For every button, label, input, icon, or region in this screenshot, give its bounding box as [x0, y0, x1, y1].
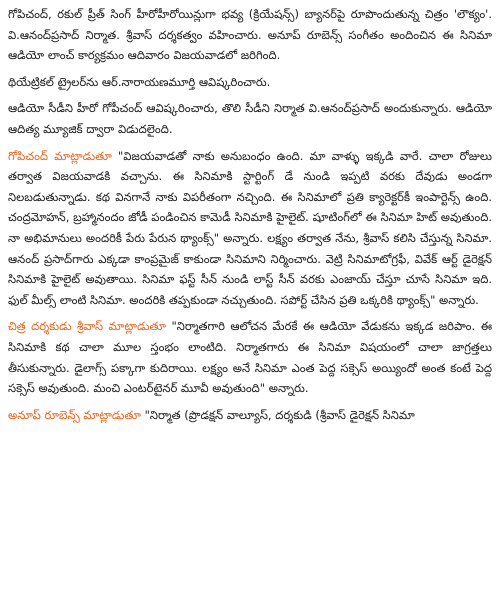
gopichand-paragraph [8, 146, 492, 311]
gopichand-speaker-label: గోపిచంద్ మాట్లాడుతూ [8, 148, 112, 163]
cd-launch-paragraph: ఆడియో సీడీని హీరో గోపీచంద్ ఆవిష్కరించారు, తొలి సీడీని నిర్మాత వి.ఆనంద్‌ప్రసాద్ అందుకున్నారు. ఆడియో ఆదిత్య మ్యూజిక్ ద్వారా విడుదలైంది. [8, 101, 492, 136]
intro-paragraph: గోపిచంద్, రకుల్ ప్రీత్ సింగ్ హీరోహీరోయిన్లుగా భవ్య (క్రియేషన్స్) బ్యానర్‌పై రూపొందుతున్న చిత్రం 'లౌక్యం'. వి.ఆనంద్‌ప్రసాద్ నిర్మాత. శ్రీవాస్ దర్శకత్వం వహించారు. అనూప్ రూబెన్స్ సంగీతం అందించిన ఈ సినిమా ఆడియో లాంచ్ కార్యక్రమం ఆదివారం విజయవాడలో జరిగింది. [8, 7, 492, 63]
anup-quote: "నిర్మాత (ప్రొడక్షన్ వాల్యూస్, దర్శకుడి (శ్రీవాస్ డైరెక్షన్ సినిమా [140, 407, 415, 422]
anup-speaker-label: అనూప్ రూబెన్స్ మాట్లాడుతూ [8, 407, 141, 422]
director-quote: "నిర్మాతగారి ఆలోచన మేరకే ఈ ఆడియో వేడుకను ఇక్కడ జరిపాం. ఈ సినిమాకి కథ చాలా మూల స్తంభం లాంటిది. నిర్మాతగారు ఈ సినిమా విషయంలో చాలా జాగ్రత్తలు తీసుకున్నారు. డైలాగ్స్ పక్కాగా కుదిరాయి. లక్ష్యం అనే సినిమా ఎంత పెద్ద సక్సెస్ అయ్యిందో అంత కంటే పెద్ద సక్సెస్ అవుతుంది. మంచి ఎంటర్‌టైనర్ మూవీ అవుతుంది" అన్నారు. [8, 319, 493, 396]
trailer-paragraph: థియేట్రికల్ ట్రైలర్‌ను ఆర్.నారాయణమూర్తి ఆవిష్కరించారు. [8, 74, 271, 89]
director-speaker-label: చిత్ర దర్శకుడు శ్రీవాస్ మాట్లాడుతూ [8, 319, 167, 334]
director-paragraph [8, 316, 492, 398]
anup-paragraph [8, 405, 492, 426]
gopichand-quote: "విజయవాడతో నాకు అనుబంధం ఉంది. మా వాళ్ళు ఇక్కడి వారే. చాలా రోజులు తర్వాత విజయవాడకి వచ్చాను. ఈ సినిమాకి స్టార్టింగ్ డే నుండి ఇప్పటి వరకు దేవుడు అండగా నిలబడుతున్నాడు. కథ వినగానే నాకు విపరీతంగా నచ్చింది. ఈ సినిమాలో ప్రతి క్యారెక్టర్‌కీ ఇంపార్టెన్స్ ఉంది. చంద్రమోహన్, బ్రహ్మానందం జోడీ పండించిన కామెడీ సినిమాకి హైలైట్. షూటింగ్‌లో ఈ సినిమా హిట్ అవుతుంది. నా అభిమానులు అందరికీ పేరు పేరున థ్యాంక్స్" అన్నారు. లక్ష్యం తర్వాత నేను, శ్రీవాస్ కలిసి చేస్తున్న సినిమా. ఆనంద్ ప్రసాద్‌గారు ఎక్కడా కాంప్రమైజ్ కాకుండా సినిమాని నిర్మించారు. వెట్రి సినిమాటోగ్రఫీ, వివేక్ ఆర్ట్ డైరెక్షన్ సినిమాకి హైలైట్ అవుతాయి. సినిమా ఫస్ట్ సీన్ నుండి లాస్ట్ సీన్ వరకు ఎంజాయ్ చేస్తూ చూసే సినిమా ఇది. ఫుల్ మీల్స్ లాంటి సినిమా. అందరికి తప్పకుండా నచ్చుతుంది. సపోర్ట్ చేసిన ప్రతి ఒక్కరికి థ్యాంక్స్" అన్నారు. [8, 148, 492, 307]
